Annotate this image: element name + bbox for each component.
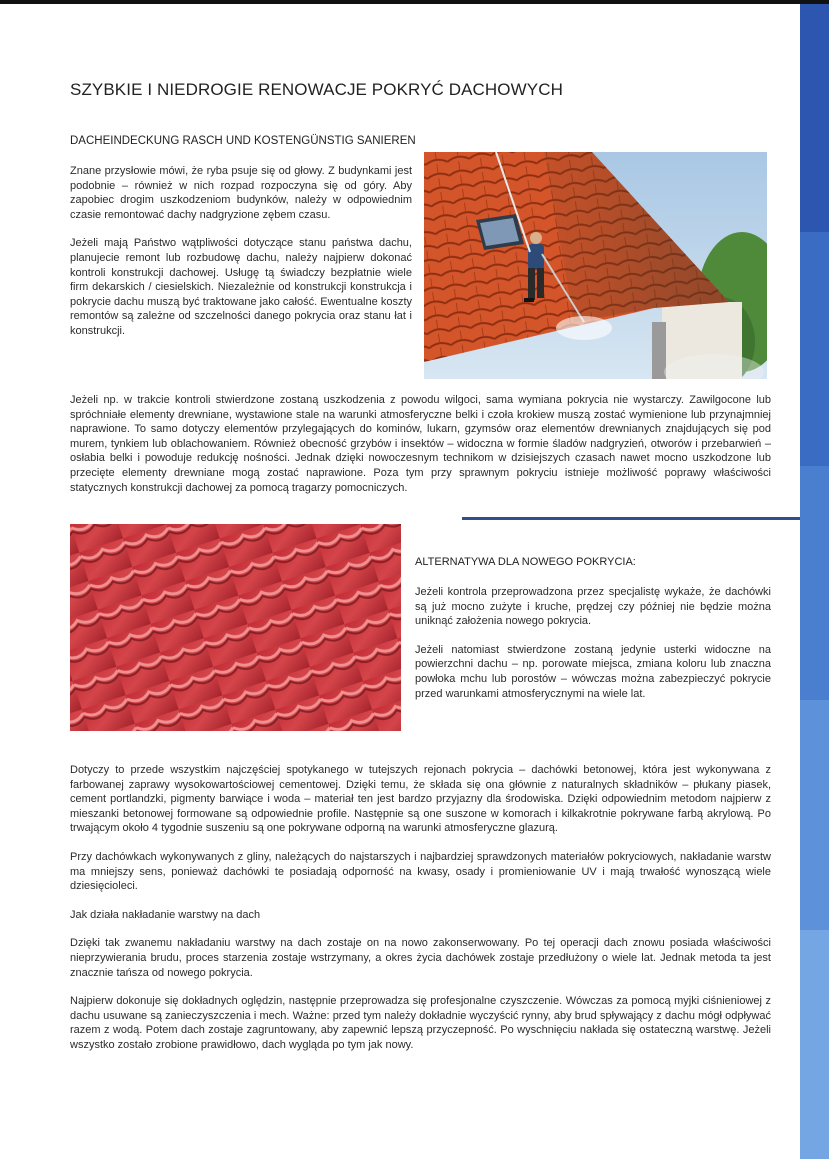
- stripe-segment: [800, 466, 829, 700]
- intro-paragraph-2: Jeżeli mają Państwo wątpliwości dotyczące stanu państwa dachu, planujecie remont lub rozbudowę dachu, należy najpierw dokonać kontroli konstrukcji dachowej. Usługę tą świadczy bezpłatnie wiele firm dekarskich / ciesielskich. Niezależnie od konstrukcji konstrukcja i pokrycie dachu muszą być traktowane jako całość. Ewentualne koszty remontów są zależne od szczelności danego pokrycia oraz stanu łat i konstrukcji.: [70, 237, 412, 337]
- moisture-section: [70, 393, 771, 495]
- top-border: [0, 0, 829, 4]
- stripe-segment: [800, 4, 829, 232]
- red-tiles-photo: [70, 524, 401, 731]
- moisture-paragraph: Jeżeli np. w trakcie kontroli stwierdzone zostaną uszkodzenia z powodu wilgoci, sama wymiana pokrycia nie wystarczy. Zawilgocone lub spróchniałe elementy drewniane, wystawione stale na warunki atmosferyczne belki i czoła krokiew muszą zostać wymienione lub przynajmniej naprawione. To samo dotyczy elementów przylegających do kominów, lukarn, gzymsów oraz elementów drewnianych znajdujących się pod murem, tynkiem lub oblachowaniem. Również obecność grzybów i insektów – widoczna w formie śladów nadgryzień, otworów i przebarwień – osłabia belki i powoduje redukcję nośności. Jednak dzięki nowoczesnym technikom w dzisiejszych czasach nawet mocno uszkodzone lub przecięte elementy drewniane mogą zostać naprawione. Poza tym przy sprawnym pokryciu istnieje możliwość poprawy właściwości statycznych konstrukcji dachowej za pomocą tragarzy pomocniczych.: [70, 394, 771, 494]
- side-color-stripe: [800, 4, 829, 1159]
- page-title: SZYBKIE I NIEDROGIE RENOWACJE POKRYĆ DACHOWYCH: [70, 80, 563, 99]
- stripe-segment: [800, 232, 829, 466]
- accent-divider: [462, 517, 800, 520]
- coating-paragraph-1: Dzięki tak zwanemu nakładaniu warstwy na dach zostaje on na nowo zakonserwowany. Po tej operacji dach znowu posiada właściwości nieprzywierania brudu, proces starzenia zostaje wstrzymany, a okres życia dachówek zostaje przedłużony o wiele lat. Jednak metoda ta jest znacznie tańsza od nowego pokrycia.: [70, 937, 771, 979]
- roof-cleaning-photo: [424, 152, 767, 379]
- alternative-paragraph-1: Jeżeli kontrola przeprowadzona przez specjalistę wykaże, że dachówki są już mocno zużyte i kruche, prędzej czy później nie będzie można uniknąć założenia nowego pokrycia.: [415, 586, 771, 628]
- intro-section: [70, 164, 412, 339]
- alternative-paragraph-2: Jeżeli natomiast stwierdzone zostaną jedynie usterki widoczne na powierzchni dachu – np. porowate miejsca, zmiana koloru lub znaczna powłoka mchu lub porostów – wówczas można zabezpieczyć pokrycie przed warunkami atmosferycznymi na wiele lat.: [415, 643, 771, 700]
- bottom-section: [70, 763, 771, 1053]
- intro-paragraph-1: Znane przysłowie mówi, że ryba psuje się od głowy. Z budynkami jest podobnie – również w nich rozpad rozpoczyna się od góry. Aby zapobiec drogim uszkodzeniom budynków, należy w odpowiednim czasie remontować dachy nadgryzione zębem czasu.: [70, 165, 412, 221]
- coating-heading: Jak działa nakładanie warstwy na dach: [70, 908, 261, 921]
- concrete-tiles-paragraph: Dotyczy to przede wszystkim najczęściej spotykanego w tutejszych rejonach pokrycia – dachówki betonowej, która jest wykonywana z farbowanej zaprawy wysokowartościowej cementowej. Dzięki temu, że składa się ona głównie z naturalnych składników – płukany piasek, cement portlandzki, pigmenty barwiące i woda – materiał ten jest bardzo przyjazny dla środowiska. Dzięki odpowiednim metodom najpierw z mieszanki betonowej formowane są odpowiednie profile. Następnie są one suszone w komorach i kilkakrotnie pokrywane farbą akrylową. Po trwającym około 4 tygodnie suszeniu są one pokrywane odporną na warunki atmosferyczne glazurą.: [70, 764, 771, 835]
- clay-tiles-paragraph: Przy dachówkach wykonywanych z gliny, należących do najstarszych i najbardziej sprawdzonych materiałów pokryciowych, nakładanie warstw ma mniejszy sens, ponieważ dachówki te posiadają odporność na kwasy, osady i promieniowanie UV i mają trwałość wynoszącą wiele dziesięcioleci.: [70, 850, 771, 893]
- alternative-heading: ALTERNATYWA DLA NOWEGO POKRYCIA:: [415, 556, 636, 568]
- alternative-section: [415, 556, 771, 701]
- stripe-segment: [800, 700, 829, 930]
- page-subtitle: DACHEINDECKUNG RASCH UND KOSTENGÜNSTIG SANIEREN: [70, 135, 416, 147]
- coating-paragraph-2: Najpierw dokonuje się dokładnych oględzin, następnie przeprowadza się profesjonalne czyszczenie. Wówczas za pomocą myjki ciśnieniowej z dachu usuwane są zanieczyszczenia i mech. Ważne: przed tym należy dokładnie wyczyścić rynny, aby brud spływający z dachu mógł odpływać razem z wodą. Potem dach zostaje zagruntowany, aby zapewnić lepszą przyczepność. Po wyschnięciu nakłada się ostateczną warstwę. Jeżeli wszystko zostało zrobione prawidłowo, dach wygląda po tym jak nowy.: [70, 995, 771, 1051]
- stripe-segment: [800, 930, 829, 1159]
